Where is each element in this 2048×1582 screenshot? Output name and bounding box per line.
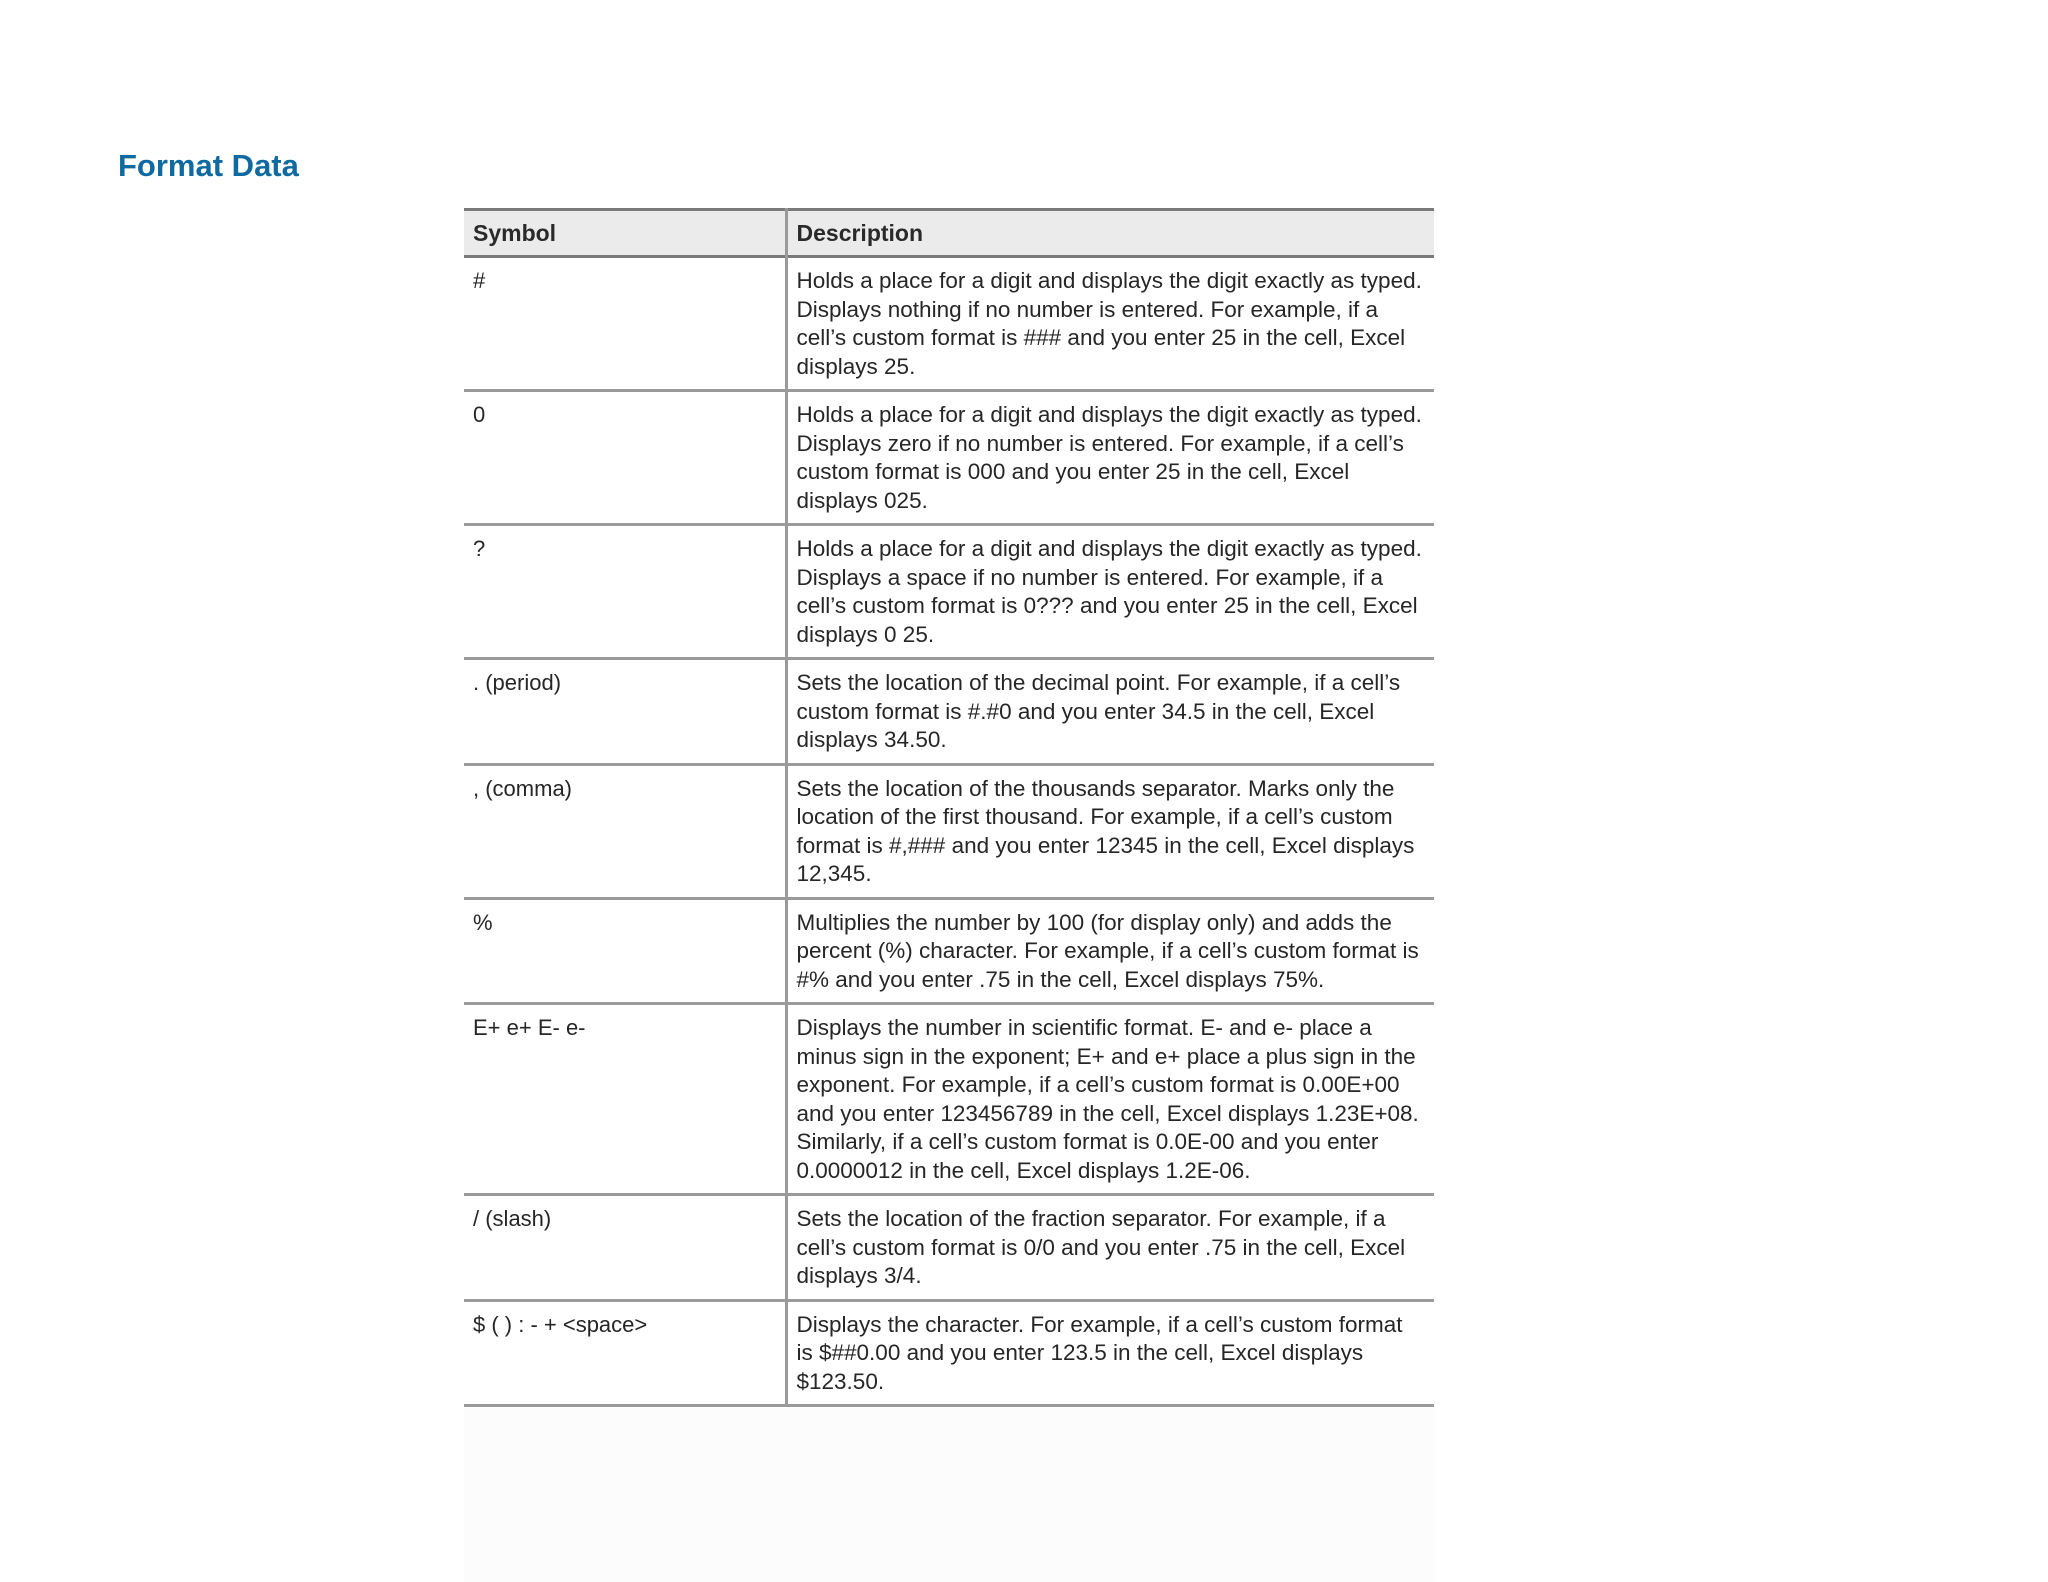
symbol-cell: # bbox=[464, 257, 786, 391]
table-row bbox=[464, 1004, 1434, 1195]
table-row bbox=[464, 257, 1434, 391]
table-row bbox=[464, 898, 1434, 1004]
description-cell: Sets the location of the fraction separator. For example, if a cell’s custom format is 0/0 and you enter .75 in the cell, Excel displays 3/4. bbox=[796, 1206, 1406, 1288]
column-header-symbol: Symbol bbox=[464, 210, 786, 257]
description-cell: Displays the number in scientific format. E- and e- place a minus sign in the exponent; E+ and e+ place a plus sign in the exponent. For example, if a cell’s custom format is 0.00E+00 and you enter 123456789 in the cell, Excel displays 1.23E+08. Similarly, if a cell’s custom format is 0.0E-00 and you enter 0.0000012 in the cell, Excel displays 1.2E-06. bbox=[796, 1015, 1419, 1183]
symbol-cell: / (slash) bbox=[464, 1195, 786, 1301]
table-row bbox=[464, 391, 1434, 525]
description-cell: Holds a place for a digit and displays the digit exactly as typed. Displays zero if no number is entered. For example, if a cell’s custom format is 000 and you enter 25 in the cell, Excel displays 025. bbox=[796, 402, 1422, 513]
page-title: Format Data bbox=[118, 148, 299, 183]
description-cell: Multiplies the number by 100 (for display only) and adds the percent (%) character. For example, if a cell’s custom format is #% and you enter .75 in the cell, Excel displays 75%. bbox=[796, 909, 1419, 992]
column-header-description: Description bbox=[796, 219, 924, 246]
table-header-row bbox=[464, 210, 1434, 257]
description-cell: Sets the location of the decimal point. For example, if a cell’s custom format is #.#0 and you enter 34.5 in the cell, Excel displays 34.50. bbox=[796, 670, 1401, 752]
format-symbol-table bbox=[464, 208, 1434, 1407]
table-row bbox=[464, 1195, 1434, 1301]
table-row bbox=[464, 659, 1434, 765]
symbol-cell: 0 bbox=[464, 391, 786, 525]
table-row bbox=[464, 525, 1434, 659]
symbol-cell: $ ( ) : - + <space> bbox=[464, 1300, 786, 1406]
symbol-cell: E+ e+ E- e- bbox=[464, 1004, 786, 1195]
description-cell: Holds a place for a digit and displays the digit exactly as typed. Displays a space if no number is entered. For example, if a cell’s custom format is 0??? and you enter 25 in the cell, Excel displays 0 25. bbox=[796, 536, 1422, 647]
symbol-cell: , (comma) bbox=[464, 764, 786, 898]
symbol-cell: . (period) bbox=[464, 659, 786, 765]
description-cell: Holds a place for a digit and displays the digit exactly as typed. Displays nothing if no number is entered. For example, if a cell’s custom format is ### and you enter 25 in the cell, Excel displays 25. bbox=[796, 268, 1422, 379]
symbol-cell: ? bbox=[464, 525, 786, 659]
description-cell: Sets the location of the thousands separator. Marks only the location of the first thousand. For example, if a cell’s custom format is #,### and you enter 12345 in the cell, Excel displays 12,345. bbox=[796, 775, 1415, 886]
description-cell: Displays the character. For example, if a cell’s custom format is $##0.00 and you enter 123.5 in the cell, Excel displays $123.50. bbox=[796, 1311, 1403, 1394]
table-row bbox=[464, 1300, 1434, 1406]
table-row bbox=[464, 764, 1434, 898]
page-shade bbox=[464, 1408, 1434, 1582]
symbol-cell: % bbox=[464, 898, 786, 1004]
